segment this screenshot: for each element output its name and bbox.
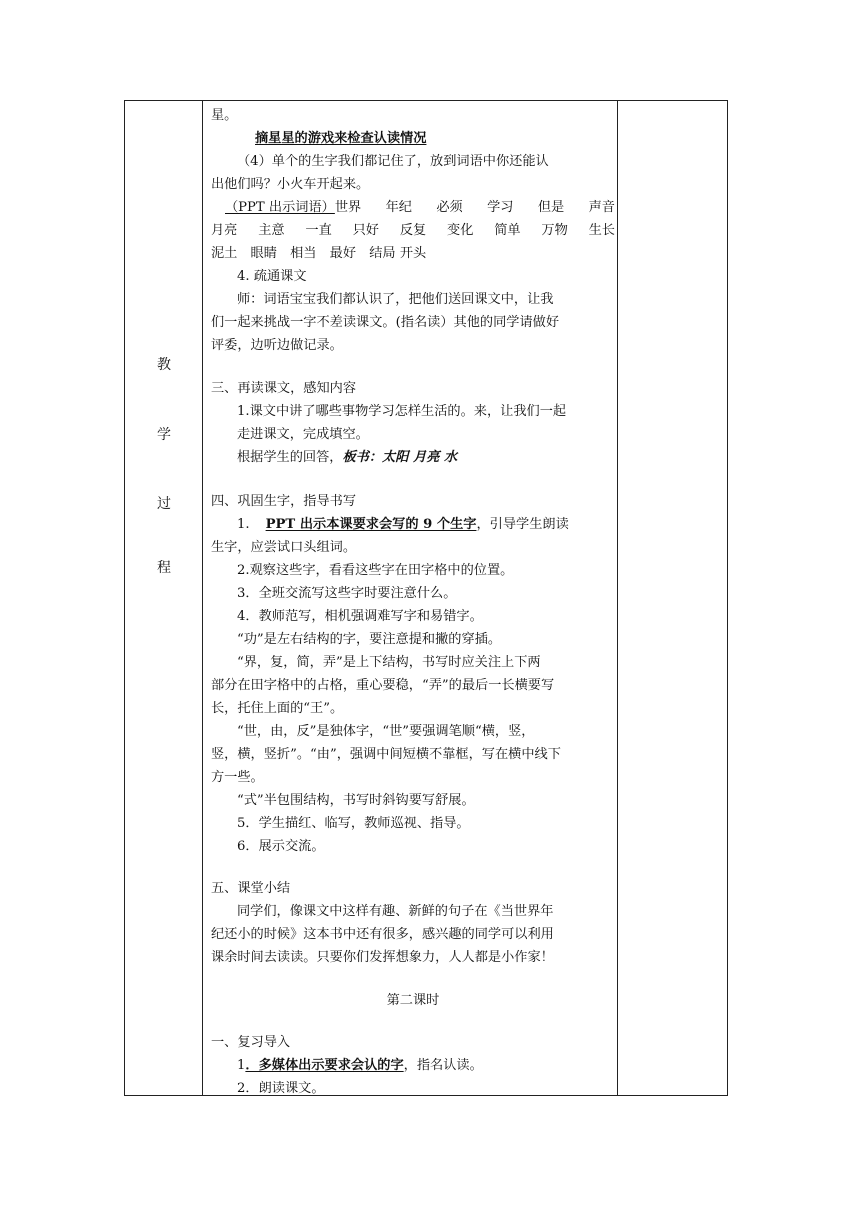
word-row-2 xyxy=(211,220,615,242)
word: 一直 xyxy=(305,223,332,238)
lesson-period-title: 第二课时 xyxy=(386,993,440,1008)
word: 只好 xyxy=(352,223,379,238)
text-line: 2．朗读课文。 xyxy=(237,1081,325,1096)
word: 学习 xyxy=(487,200,514,215)
word: 简单 xyxy=(494,223,521,238)
text-segment: 1. xyxy=(237,517,250,532)
text-line: 方一些。 xyxy=(211,770,264,785)
step-heading: 4. 疏通课文 xyxy=(237,269,307,284)
text-line: 部分在田字格中的占格，重心要稳，“弄”的最后一长横要写 xyxy=(211,678,555,693)
text-line: 竖，横，竖折”。“由”，强调中间短横不靠框，写在横中线下 xyxy=(211,747,561,762)
text-line: 课余时间去读读。只要你们发挥想象力，人人都是小作家！ xyxy=(211,950,554,965)
section-heading: 三、再读课文，感知内容 xyxy=(211,381,357,396)
activity-heading: 摘星星的游戏来检查认读情况 xyxy=(255,131,427,146)
text-line: 出他们吗？小火车开起来。 xyxy=(211,177,370,192)
ppt-note: PPT 出示本课要求会写的 9 个生字 xyxy=(265,517,477,532)
text-segment: ，引导学生朗读 xyxy=(476,517,569,532)
column-divider-right xyxy=(617,101,618,1095)
text-line: 评委，边听边做记录。 xyxy=(211,338,343,353)
text-line: 师：词语宝宝我们都认识了，把他们送回课文中，让我 xyxy=(237,292,554,307)
text-line: 3．全班交流写这些字时要注意什么。 xyxy=(237,586,457,601)
text-line: “功”是左右结构的字，要注意提和撇的穿插。 xyxy=(237,632,502,647)
word: 变化 xyxy=(447,223,474,238)
text-line: “式”半包围结构，书写时斜钩要写舒展。 xyxy=(237,793,475,808)
side-label-char-3: 过 xyxy=(157,496,171,512)
word: 声音 xyxy=(588,200,615,215)
text-line: “世，由，反”是独体字，“世”要强调笔顺“横，竖， xyxy=(237,724,535,739)
word: 世界 xyxy=(334,200,362,215)
word: 生长 xyxy=(588,223,615,238)
side-label-char-2: 学 xyxy=(157,427,171,443)
word: 主意 xyxy=(258,223,285,238)
word: 但是 xyxy=(537,200,565,215)
text-line: 2.观察这些字，看看这些字在田字格中的位置。 xyxy=(237,563,514,578)
blackboard-line xyxy=(237,447,457,469)
text-line: 纪还小的时候》这本书中还有很多，感兴趣的同学可以利用 xyxy=(211,927,554,942)
text-line: 长，托住上面的“王”。 xyxy=(211,701,344,716)
text-line xyxy=(237,1055,483,1077)
word: 月亮 xyxy=(211,223,238,238)
section-heading: 四、巩固生字，指导书写 xyxy=(211,494,357,509)
word: 反复 xyxy=(399,223,427,238)
text-line: 们一起来挑战一字不差读课文。(指名读）其他的同学请做好 xyxy=(211,315,560,330)
text-line: 5．学生描红、临写，教师巡视、指导。 xyxy=(237,816,470,831)
word-row-1 xyxy=(211,197,615,219)
text-line: 走进课文，完成填空。 xyxy=(237,427,369,442)
text-segment: ，指名认读。 xyxy=(403,1058,483,1073)
column-divider-left xyxy=(202,101,203,1095)
media-note: ．多媒体出示要求会认的字 xyxy=(245,1058,404,1073)
text-line: “界，复，简，弄”是上下结构，书写时应关注上下两 xyxy=(237,655,541,670)
text-line: 4．教师范写，相机强调难写字和易错字。 xyxy=(237,609,483,624)
section-heading: 五、课堂小结 xyxy=(211,881,291,896)
text-line: 生字，应尝试口头组词。 xyxy=(211,540,357,555)
side-label-char-1: 教 xyxy=(157,357,171,373)
word: 万物 xyxy=(541,223,568,238)
word-row-3: 泥土 眼睛 相当 最好 结局 开头 xyxy=(211,246,427,261)
text-segment: 1 xyxy=(237,1058,246,1073)
text-line: （4）单个的生字我们都记住了，放到词语中你还能认 xyxy=(237,154,549,169)
word: 年纪 xyxy=(385,200,412,215)
text-line: 同学们，像课文中这样有趣、新鲜的句子在《当世界年 xyxy=(237,904,554,919)
text-line: 1.课文中讲了哪些事物学习怎样生活的。来，让我们一起 xyxy=(237,404,567,419)
text-line: 星。 xyxy=(211,108,238,123)
text-line xyxy=(237,514,569,536)
blackboard-note: 板书：太阳 月亮 水 xyxy=(342,450,458,465)
side-label-char-4: 程 xyxy=(157,560,171,576)
text-segment: 根据学生的回答， xyxy=(237,450,343,465)
word: 必须 xyxy=(436,200,463,215)
lesson-plan-table xyxy=(124,100,728,1096)
ppt-note: （PPT 出示词语） xyxy=(225,200,335,215)
section-heading: 一、复习导入 xyxy=(211,1035,291,1050)
text-line: 6．展示交流。 xyxy=(237,839,325,854)
